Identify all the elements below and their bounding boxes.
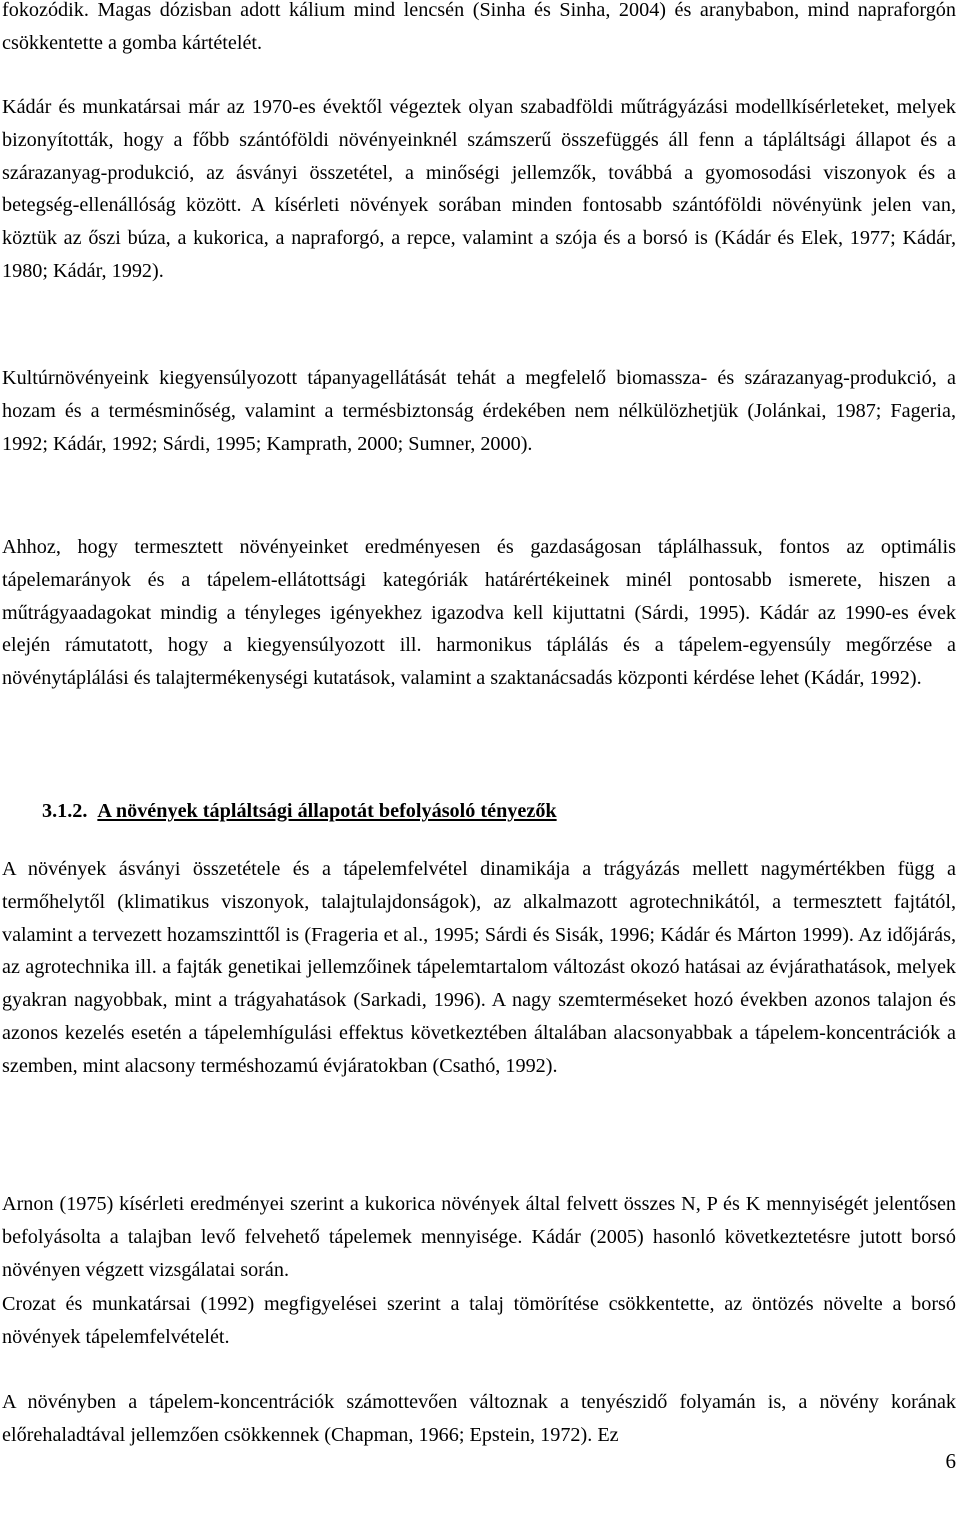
- paragraph-7: Crozat és munkatársai (1992) megfigyelései szerint a talaj tömörítése csökkentette, az öntözés növelte a borsó növények tápelemfelvételét.: [2, 1293, 956, 1348]
- paragraph-3: Kultúrnövényeink kiegyensúlyozott tápanyagellátását tehát a megfelelő biomassza- és szárazanyag-produkció, a hozam és a termésminőség, valamint a termésbiztonság érdekében nem nélkülözhetjük (Jolánkai, 1987; Fageria, 1992; Kádár, 1992; Sárdi, 1995; Kamprath, 2000; Sumner, 2000).: [2, 367, 956, 455]
- page-number: 6: [945, 1449, 956, 1473]
- paragraph-6: Arnon (1975) kísérleti eredményei szerint a kukorica növények által felvett összes N, P és K mennyiségét jelentősen befolyásolta a talajban levő felvehető tápelemek mennyisége. Kádár (2005) hasonló következtetésre jutott borsó növényen végzett vizsgálatai során.: [2, 1193, 956, 1281]
- section-heading-number: 3.1.2.: [42, 800, 88, 822]
- paragraph-5: A növények ásványi összetétele és a tápelemfelvétel dinamikája a trágyázás mellett nagymértékben függ a termőhelytől (klimatikus viszonyok, talajtulajdonságok), az alkalmazott agrotechnikától, a termesztett fajtától, valamint a tervezett hozamszinttől is (Frageria et al., 1995; Sárdi és Sisák, 1996; Kádár és Márton 1999). Az időjárás, az agrotechnika ill. a fajták genetikai jellemzőinek tápelemtartalom változást okozó hatásai az évjárathatások, melyek gyakran nagyobbak, mint a trágyahatások (Sarkadi, 1996). A nagy szemterméseket hozó években azonos talajon és azonos kezelés esetén a tápelemhígulási effektus következtében általában alacsonyabbak a tápelem-koncentrációk a szemben, mint alacsony terméshozamú évjáratokban (Csathó, 1992).: [2, 858, 956, 1077]
- paragraph-1: fokozódik. Magas dózisban adott kálium mind lencsén (Sinha és Sinha, 2004) és aranybabon, mind napraforgón csökkentette a gomba kártételét.: [2, 0, 956, 54]
- paragraph-4: Ahhoz, hogy termesztett növényeinket eredményesen és gazdaságosan táplálhassuk, fontos az optimális tápelemarányok és a tápelem-ellátottsági kategóriák határértékeinek minél pontosabb ismerete, hiszen a műtrágyaadagokat mindig a tényleges igényekhez igazodva kell kijuttatni (Sárdi, 1995). Kádár az 1990-es évek elején rámutatott, hogy a kiegyensúlyozott ill. harmonikus táplálás és a tápelem-egyensúly megőrzése a növénytáplálási és talajtermékenységi kutatások, valamint a szaktanácsadás központi kérdése lehet (Kádár, 1992).: [2, 536, 956, 690]
- section-heading-title: A növények tápláltsági állapotát befolyásoló tényezők: [97, 800, 557, 822]
- section-heading: [42, 795, 942, 828]
- paragraph-2: Kádár és munkatársai már az 1970-es évektől végeztek olyan szabadföldi műtrágyázási modellkísérleteket, melyek bizonyították, hogy a főbb szántóföldi növényeinknél számszerű összefüggés áll fenn a tápláltsági állapot és a szárazanyag-produkció, az ásványi összetétel, a minőségi jellemzők, továbbá a gyomosodási viszonyok és a betegség-ellenállóság között. A kísérleti növények sorában minden fontosabb szántóföldi növényünk jelen van, köztük az őszi búza, a kukorica, a napraforgó, a repce, valamint a szója és a borsó is (Kádár és Elek, 1977; Kádár, 1980; Kádár, 1992).: [2, 96, 956, 282]
- paragraph-8: A növényben a tápelem-koncentrációk számottevően változnak a tenyészidő folyamán is, a növény korának előrehaladtával jellemzően csökkennek (Chapman, 1966; Epstein, 1972). Ez: [2, 1391, 956, 1446]
